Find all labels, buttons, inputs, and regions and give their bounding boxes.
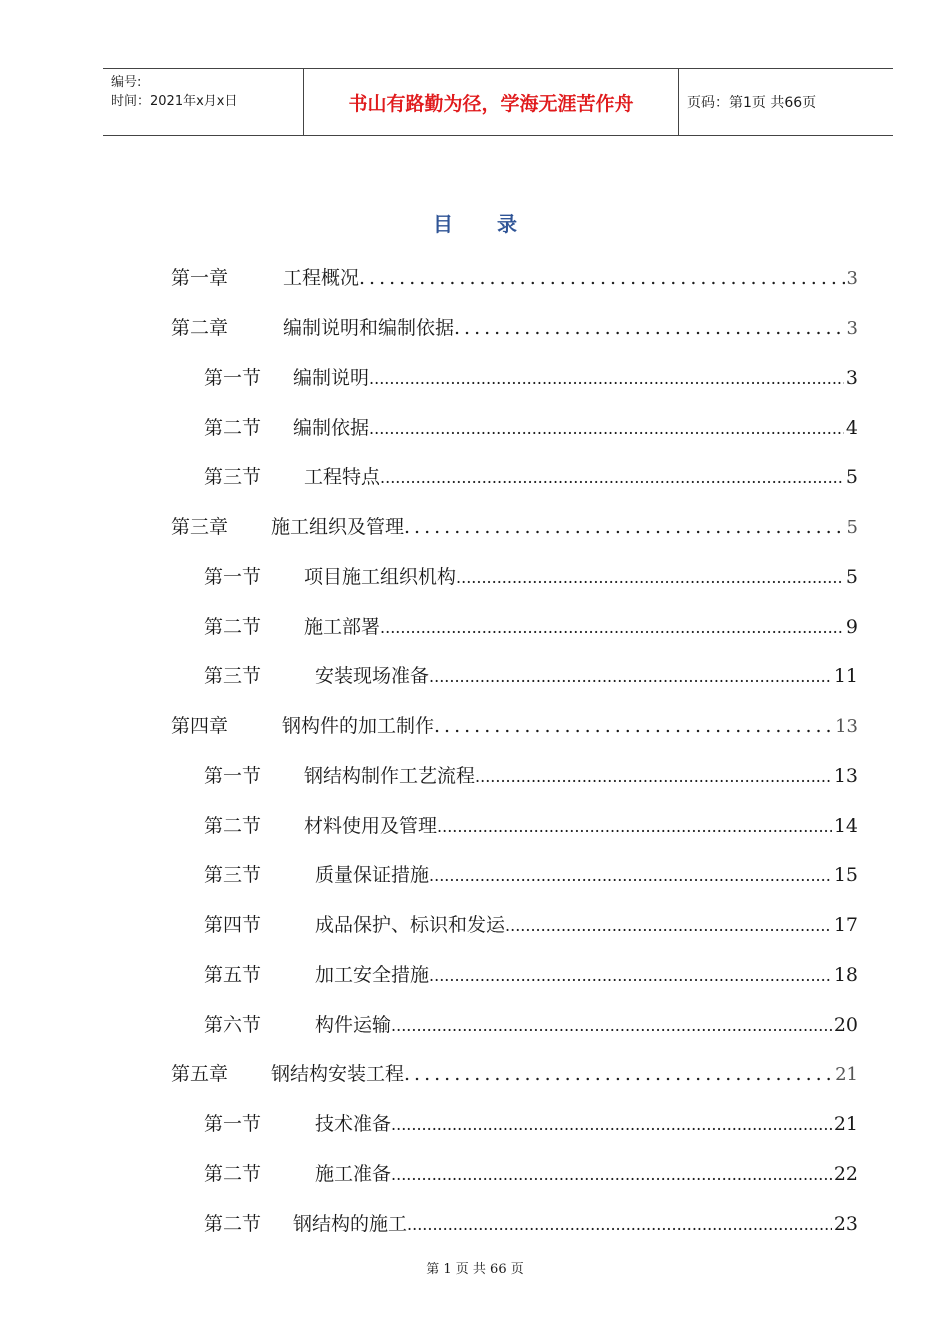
toc-entry-page: 5 bbox=[845, 566, 858, 588]
toc-entry-number: 第一章 bbox=[171, 267, 229, 289]
toc-entry[interactable] bbox=[204, 612, 858, 638]
toc-entry-page: 23 bbox=[833, 1213, 858, 1235]
toc-entry-page: 11 bbox=[833, 665, 858, 687]
toc-entry-number: 第四章 bbox=[171, 715, 229, 737]
toc-leader bbox=[380, 466, 844, 488]
toc-title-part1: 目 bbox=[433, 212, 453, 236]
toc-leader bbox=[404, 1063, 833, 1085]
toc-entry-number: 第二节 bbox=[204, 417, 262, 439]
toc-leader bbox=[475, 765, 832, 787]
toc-leader bbox=[429, 864, 832, 886]
toc-entry-title: 施工准备 bbox=[315, 1163, 392, 1185]
toc-leader bbox=[391, 1113, 832, 1135]
toc-entry[interactable] bbox=[204, 661, 858, 687]
toc-entry-number: 第五章 bbox=[171, 1063, 229, 1085]
header-page-info: 页码：第1页 共66页 bbox=[687, 95, 817, 111]
toc-leader bbox=[437, 815, 832, 837]
toc-entry[interactable] bbox=[204, 910, 858, 936]
toc-entry-title: 钢结构的施工 bbox=[293, 1213, 408, 1235]
toc-entry-number: 第三节 bbox=[204, 466, 262, 488]
toc-leader bbox=[407, 1213, 832, 1235]
toc-entry[interactable] bbox=[204, 1159, 858, 1185]
toc-leader bbox=[359, 267, 845, 289]
toc-entry-title: 工程特点 bbox=[304, 466, 381, 488]
toc-entry-title: 技术准备 bbox=[315, 1113, 392, 1135]
page-header bbox=[103, 68, 893, 136]
toc-entry-number: 第一节 bbox=[204, 765, 262, 787]
toc-leader bbox=[391, 1163, 832, 1185]
toc-entry-title: 钢结构制作工艺流程 bbox=[304, 765, 476, 787]
toc-entry-page: 21 bbox=[835, 1064, 858, 1085]
toc-entry[interactable] bbox=[171, 313, 858, 339]
toc-entry-number: 第二节 bbox=[204, 616, 262, 638]
code-label: 编号: bbox=[111, 75, 142, 90]
toc-leader bbox=[505, 914, 832, 936]
toc-entry-title: 工程概况 bbox=[283, 267, 360, 289]
toc-entry[interactable] bbox=[204, 1209, 858, 1235]
toc-entry-page: 15 bbox=[833, 864, 858, 886]
toc-entry[interactable] bbox=[171, 1059, 858, 1085]
toc-entry[interactable] bbox=[204, 413, 858, 439]
toc-entry-page: 21 bbox=[833, 1113, 858, 1135]
header-motto: 书山有路勤为径，学海无涯苦作舟 bbox=[304, 69, 679, 135]
toc-entry-number: 第二章 bbox=[171, 317, 229, 339]
toc-entry-number: 第六节 bbox=[204, 1014, 262, 1036]
header-meta bbox=[103, 69, 304, 135]
toc-entry-number: 第四节 bbox=[204, 914, 262, 936]
toc-leader bbox=[454, 317, 845, 339]
toc-entry[interactable] bbox=[204, 1109, 858, 1135]
toc-leader bbox=[380, 616, 844, 638]
toc-leader bbox=[369, 417, 844, 439]
toc-entry-title: 加工安全措施 bbox=[315, 964, 430, 986]
toc-entry-title: 质量保证措施 bbox=[315, 864, 430, 886]
toc-entry-page: 22 bbox=[833, 1163, 858, 1185]
toc-entry[interactable] bbox=[171, 711, 858, 737]
toc-entry-number: 第一节 bbox=[204, 367, 262, 389]
toc-entry-page: 5 bbox=[846, 517, 858, 538]
toc-entry-title: 构件运输 bbox=[315, 1014, 392, 1036]
toc-entry-title: 安装现场准备 bbox=[315, 665, 430, 687]
toc-entry-number: 第一节 bbox=[204, 566, 262, 588]
toc-entry-title: 编制依据 bbox=[293, 417, 370, 439]
toc-entry-number: 第二节 bbox=[204, 815, 262, 837]
toc-entry-page: 3 bbox=[846, 268, 858, 289]
toc-entry-number: 第二节 bbox=[204, 1163, 262, 1185]
toc-entry-number: 第三节 bbox=[204, 864, 262, 886]
toc-entry-title: 编制说明 bbox=[293, 367, 370, 389]
toc-entry-page: 5 bbox=[845, 466, 858, 488]
toc-entry-number: 第一节 bbox=[204, 1113, 262, 1135]
toc-entry[interactable] bbox=[204, 811, 858, 837]
toc-leader bbox=[429, 665, 832, 687]
toc-entry[interactable] bbox=[171, 263, 858, 289]
toc-entry[interactable] bbox=[204, 562, 858, 588]
toc-entry[interactable] bbox=[204, 761, 858, 787]
toc-leader bbox=[456, 566, 844, 588]
toc-entry-page: 3 bbox=[846, 318, 858, 339]
toc-title-part2: 录 bbox=[497, 212, 517, 236]
toc-entry-title: 钢结构安装工程 bbox=[271, 1063, 405, 1085]
toc-entry[interactable] bbox=[204, 462, 858, 488]
toc-entry-title: 钢构件的加工制作 bbox=[282, 715, 435, 737]
toc-entry-number: 第三节 bbox=[204, 665, 262, 687]
toc-entry-title: 编制说明和编制依据 bbox=[283, 317, 455, 339]
toc-entry-page: 3 bbox=[845, 367, 858, 389]
toc-entry[interactable] bbox=[204, 363, 858, 389]
toc-leader bbox=[391, 1014, 832, 1036]
toc-leader bbox=[369, 367, 844, 389]
toc-entry-page: 4 bbox=[845, 417, 858, 439]
toc-entry-title: 施工组织及管理 bbox=[271, 516, 405, 538]
toc-entry[interactable] bbox=[204, 860, 858, 886]
toc-entry-title: 成品保护、标识和发运 bbox=[315, 914, 506, 936]
toc-entry-page: 14 bbox=[833, 815, 858, 837]
toc-entry-title: 材料使用及管理 bbox=[304, 815, 438, 837]
toc-entry[interactable] bbox=[204, 1010, 858, 1036]
toc-entry-page: 17 bbox=[833, 914, 858, 936]
toc-entry-page: 13 bbox=[833, 765, 858, 787]
toc-title bbox=[0, 208, 950, 237]
toc-entry-page: 9 bbox=[845, 616, 858, 638]
toc-entry-number: 第五节 bbox=[204, 964, 262, 986]
page-footer: 第 1 页 共 66 页 bbox=[426, 1262, 524, 1277]
toc-entry-page: 13 bbox=[835, 716, 858, 737]
time-label: 时间：2021年x月x日 bbox=[111, 94, 238, 109]
toc-entry[interactable] bbox=[204, 960, 858, 986]
toc-entry[interactable] bbox=[171, 512, 858, 538]
toc-entry-page: 20 bbox=[833, 1014, 858, 1036]
toc-leader bbox=[404, 516, 845, 538]
toc-entry-title: 施工部署 bbox=[304, 616, 381, 638]
toc-entry-page: 18 bbox=[833, 964, 858, 986]
toc-leader bbox=[434, 715, 833, 737]
toc-entry-number: 第二节 bbox=[204, 1213, 262, 1235]
toc-entry-title: 项目施工组织机构 bbox=[304, 566, 457, 588]
toc-leader bbox=[429, 964, 832, 986]
toc-entry-number: 第三章 bbox=[171, 516, 229, 538]
